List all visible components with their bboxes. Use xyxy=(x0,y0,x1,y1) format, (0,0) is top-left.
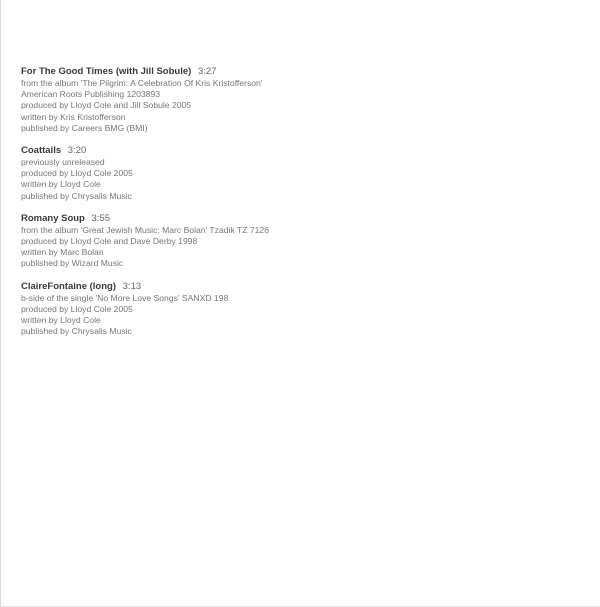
track-entry xyxy=(21,145,581,202)
track-credit: from the album 'Great Jewish Music: Marc Bolan' Tzadik TZ 7126 xyxy=(21,224,269,235)
track-heading xyxy=(21,145,581,157)
track-credit: produced by Lloyd Cole 2005 xyxy=(21,168,133,179)
track-duration: 3:27 xyxy=(197,66,217,77)
track-credit: previously unreleased xyxy=(21,157,105,168)
track-entry xyxy=(21,213,581,270)
track-title: For The Good Times (with Jill Sobule) xyxy=(21,66,192,77)
track-title: Romany Soup xyxy=(21,212,85,224)
track-credit: produced by Lloyd Cole and Jill Sobule 2005 xyxy=(21,100,192,111)
track-credit: published by Chrysalis Music xyxy=(21,190,132,201)
track-heading xyxy=(21,281,581,293)
track-credit: written by Lloyd Cole xyxy=(21,315,101,326)
track-duration: 3:20 xyxy=(67,145,87,157)
track-credit: written by Kris Kristofferson xyxy=(21,111,126,122)
track-heading xyxy=(21,66,581,78)
track-credit: written by Marc Bolan xyxy=(21,247,104,258)
track-credit: written by Lloyd Cole xyxy=(21,179,101,190)
track-credit: published by Careers BMG (BMI) xyxy=(21,122,148,133)
track-list xyxy=(21,66,581,348)
track-credit: American Roots Publishing 1203893 xyxy=(21,89,161,100)
track-duration: 3:55 xyxy=(91,212,111,224)
track-entry xyxy=(21,281,581,338)
track-credit: b-side of the single 'No More Love Songs' SANXD 198 xyxy=(21,292,229,303)
track-title: Coattails xyxy=(21,145,62,157)
track-credit: published by Wizard Music xyxy=(21,258,124,269)
track-entry xyxy=(21,66,581,134)
track-heading xyxy=(21,213,581,225)
track-credit: produced by Lloyd Cole and Dave Derby 1998 xyxy=(21,236,198,247)
track-title: ClaireFontaine (long) xyxy=(21,280,116,292)
track-credit: from the album 'The Pilgrim: A Celebration Of Kris Kristofferson' xyxy=(21,78,263,88)
track-credit: produced by Lloyd Cole 2005 xyxy=(21,303,133,314)
track-duration: 3:13 xyxy=(122,280,142,292)
track-credit: published by Chrysalis Music xyxy=(21,326,132,337)
